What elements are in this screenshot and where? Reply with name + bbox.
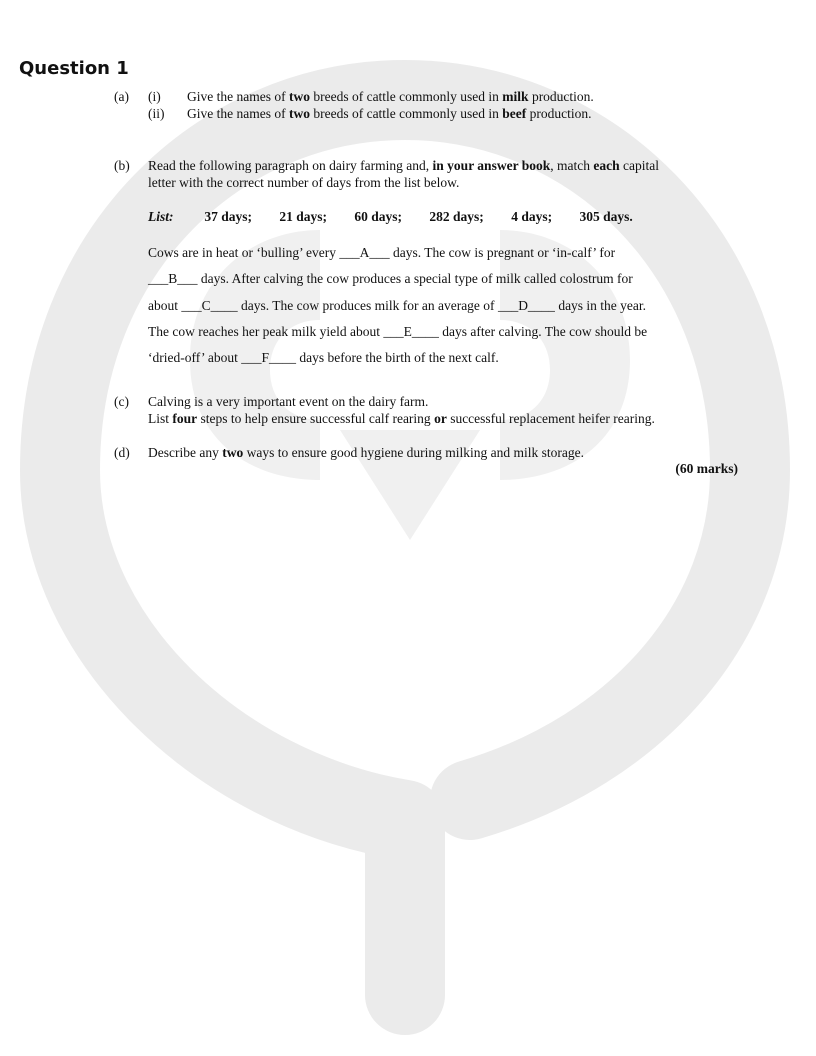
list-item: 60 days; — [354, 209, 403, 224]
part-a-ii-num: (ii) — [148, 106, 165, 121]
watermark-outline — [60, 100, 750, 995]
part-c-label: (c) — [114, 394, 129, 409]
part-a-ii-text: Give the names of two breeds of cattle commonly used in beef production. — [187, 106, 592, 121]
part-d-text: Describe any two ways to ensure good hygiene during milking and milk storage. — [148, 445, 585, 460]
para-line-3: about ___C____ days. The cow produces milk for an average of ___D____ days in the year. — [148, 297, 647, 313]
para-line-1: Cows are in heat or ‘bulling’ every ___A___ days. The cow is pregnant or ‘in-calf’ for — [148, 245, 616, 260]
list-item: 305 days. — [579, 209, 633, 224]
blank-c: ___C____ — [181, 297, 238, 313]
list-item: 37 days; — [204, 209, 253, 224]
para-line-4: The cow reaches her peak milk yield about ___E____ days after calving. The cow should be — [148, 323, 648, 339]
blank-f: ___F____ — [241, 350, 296, 366]
blank-a: ___A___ — [339, 245, 390, 260]
dairy-paragraph — [148, 240, 738, 371]
part-b-intro-line2: letter with the correct number of days from the list below. — [148, 175, 460, 190]
part-c-line2: List four steps to help ensure successful calf rearing or successful replacement heifer rearing. — [148, 411, 655, 426]
list-label: List: — [148, 209, 174, 224]
part-a-i-text: Give the names of two breeds of cattle commonly used in milk production. — [187, 89, 594, 104]
marks-total: (60 marks) — [675, 461, 738, 476]
para-line-2: ___B___ days. After calving the cow produces a special type of milk called colostrum for — [148, 271, 633, 287]
list-item: 282 days; — [429, 209, 484, 224]
days-list — [148, 209, 657, 225]
blank-e: ___E____ — [383, 323, 439, 339]
list-item: 21 days; — [279, 209, 328, 224]
part-c-line1: Calving is a very important event on the dairy farm. — [148, 394, 429, 409]
blank-d: ___D____ — [497, 297, 555, 313]
part-a-i-num: (i) — [148, 89, 161, 104]
blank-b: ___B___ — [148, 271, 198, 287]
part-a-label: (a) — [114, 89, 129, 104]
part-d-label: (d) — [114, 445, 130, 460]
para-line-5: ‘dried-off’ about ___F____ days before the birth of the next calf. — [148, 350, 499, 366]
part-b-label: (b) — [114, 158, 130, 173]
question-title: Question 1 — [19, 58, 129, 79]
list-item: 4 days; — [511, 209, 553, 224]
part-b-intro-line1: Read the following paragraph on dairy farming and, in your answer book, match each capital — [148, 158, 659, 173]
